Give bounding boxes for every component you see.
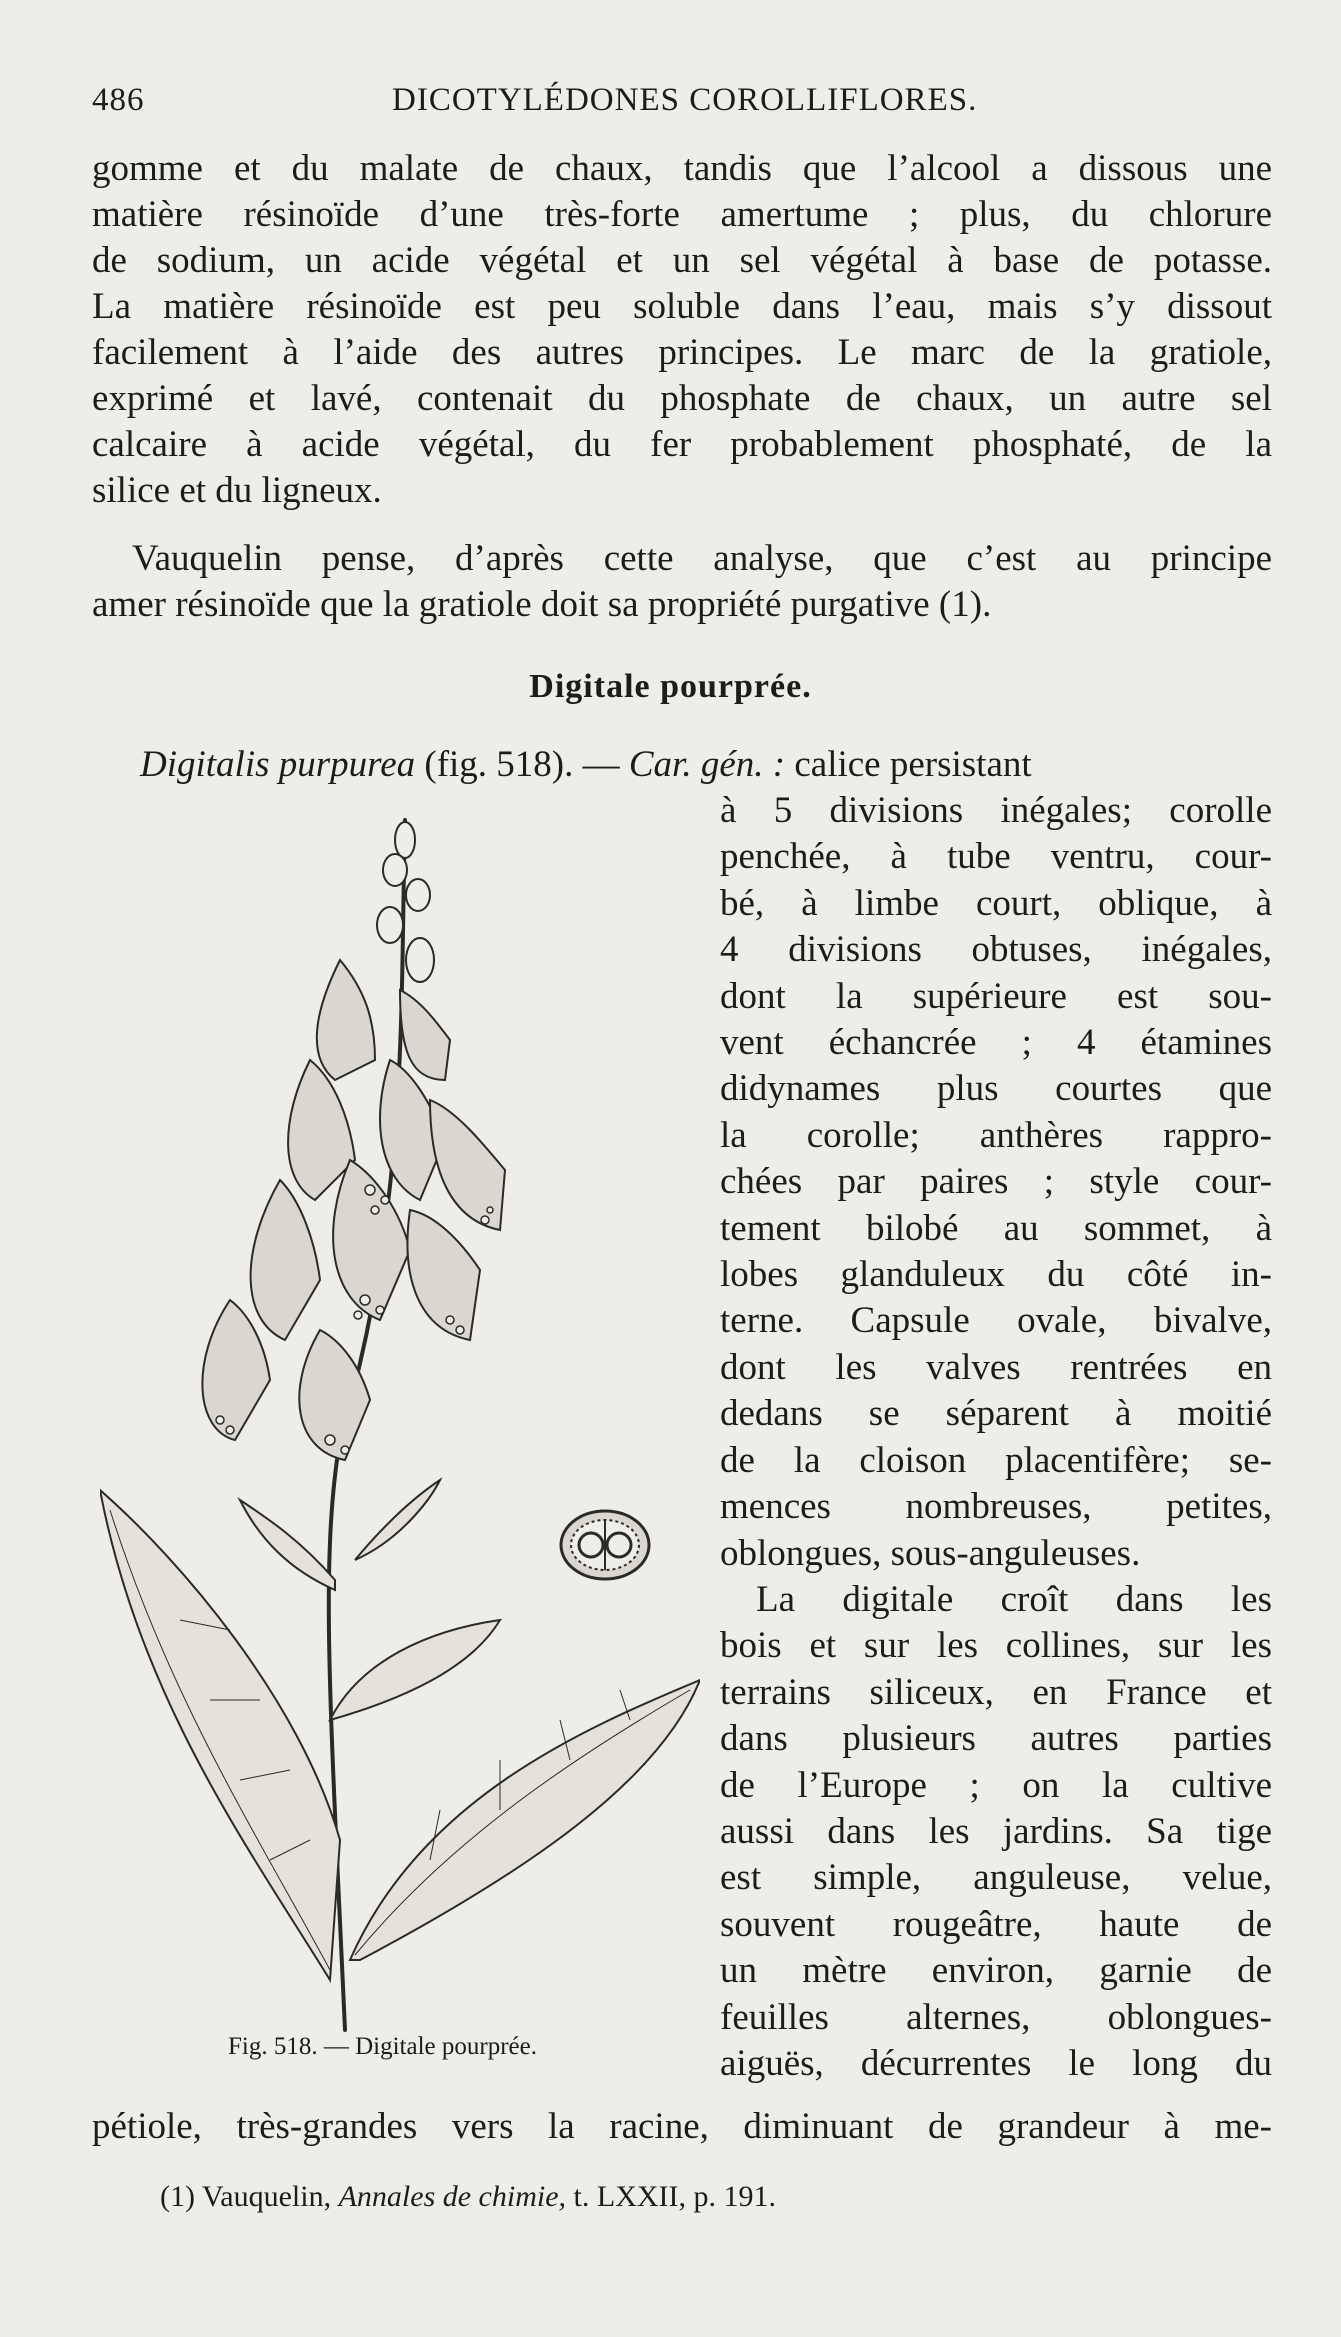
footnote-reference: t. LXXII, p. 191.	[573, 2180, 777, 2213]
dash: —	[582, 744, 620, 785]
text-line: didynames plus courtes que	[720, 1068, 1272, 1110]
text-line: gomme et du malate de chaux, tandis que l’alcool a dissous une	[92, 148, 1272, 189]
text-line: amer résinoïde que la gratiole doit sa propriété purgative (1).	[92, 584, 992, 625]
text-line: dont la supérieure est sou-	[720, 975, 1272, 1017]
section-title: Digitale pourprée.	[529, 668, 812, 705]
text-line: matière résinoïde d’une très-forte amertume ; plus, du chlorure	[92, 194, 1272, 235]
text-line: mences nombreuses, petites,	[720, 1486, 1272, 1528]
text-line: de la cloison placentifère; se-	[720, 1439, 1272, 1481]
generic-characters: Car. gén. :	[628, 744, 786, 785]
text-line: feuilles alternes, oblongues-	[720, 1996, 1272, 2038]
text-line: calcaire à acide végétal, du fer probablement phosphaté, de la	[92, 424, 1272, 465]
text-line: bé, à limbe court, oblique, à	[720, 882, 1272, 924]
flower-bells	[202, 960, 505, 1460]
text-line: 4 divisions obtuses, inégales,	[720, 929, 1272, 971]
text-line: la corolle; anthères rappro-	[720, 1114, 1272, 1156]
text-line: de sodium, un acide végétal et un sel végétal à base de potasse.	[92, 240, 1272, 281]
text-line: dedans se séparent à moitié	[720, 1393, 1272, 1435]
seed-capsule-cross-section	[555, 1505, 655, 1585]
footnote-journal: Annales de chimie,	[338, 2180, 567, 2213]
text-line: vent échancrée ; 4 étamines	[720, 1022, 1272, 1064]
lead-line	[140, 742, 1272, 788]
paragraph-vauquelin	[92, 536, 1272, 628]
text-line: à 5 divisions inégales; corolle	[720, 790, 1272, 831]
text-line: pétiole, très-grandes vers la racine, diminuant de grandeur à me-	[92, 2106, 1272, 2147]
page-header	[92, 82, 1272, 132]
text-line: terne. Capsule ovale, bivalve,	[720, 1300, 1272, 1342]
text-line: silice et du ligneux.	[92, 470, 382, 511]
continuation-line	[92, 2104, 1272, 2150]
text-line: dans plusieurs autres parties	[720, 1718, 1272, 1760]
footnote-author: Vauquelin,	[201, 2180, 332, 2213]
text-line: un mètre environ, garnie de	[720, 1950, 1272, 1992]
paragraph-gratiole-analysis	[92, 146, 1272, 514]
text-line: facilement à l’aide des autres principes. Le marc de la gratiole,	[92, 332, 1272, 373]
right-column-text	[720, 788, 1272, 2087]
text-line: penchée, à tube ventru, cour-	[720, 836, 1272, 878]
figure-reference: (fig. 518).	[424, 744, 574, 785]
latin-name: Digitalis purpurea	[140, 744, 416, 785]
page-number: 486	[92, 82, 145, 118]
right-leaf	[350, 1680, 700, 1960]
text-line: Vauquelin pense, d’après cette analyse, que c’est au principe	[132, 538, 1272, 579]
text-line: La digitale croît dans les	[756, 1578, 1272, 1620]
footnote	[160, 2180, 776, 2214]
text-line: terrains siliceux, en France et	[720, 1671, 1272, 1713]
text-line: tement bilobé au sommet, à	[720, 1207, 1272, 1249]
text-line: chées par paires ; style cour-	[720, 1161, 1272, 1203]
running-head: DICOTYLÉDONES COROLLIFLORES.	[392, 82, 978, 118]
small-leaf	[330, 1620, 500, 1720]
text-line: dont les valves rentrées en	[720, 1346, 1272, 1388]
text-line: bois et sur les collines, sur les	[720, 1625, 1272, 1667]
text-line: exprimé et lavé, contenait du phosphate de chaux, un autre sel	[92, 378, 1272, 419]
text-line: oblongues, sous-anguleuses.	[720, 1532, 1141, 1574]
text-line: lobes glanduleux du côté in-	[720, 1254, 1272, 1296]
text-line: de l’Europe ; on la cultive	[720, 1764, 1272, 1806]
text-line: aiguës, décurrentes le long du	[720, 2042, 1272, 2084]
lead-text: calice persistant	[794, 744, 1032, 785]
foxglove-illustration	[100, 800, 700, 2060]
text-line: souvent rougeâtre, haute de	[720, 1903, 1272, 1945]
text-line: aussi dans les jardins. Sa tige	[720, 1810, 1272, 1852]
text-line: La matière résinoïde est peu soluble dans l’eau, mais s’y dissout	[92, 286, 1272, 327]
footnote-mark: (1)	[160, 2180, 195, 2213]
text-line: est simple, anguleuse, velue,	[720, 1857, 1272, 1899]
figure-caption: Fig. 518. — Digitale pourprée.	[228, 2033, 537, 2060]
